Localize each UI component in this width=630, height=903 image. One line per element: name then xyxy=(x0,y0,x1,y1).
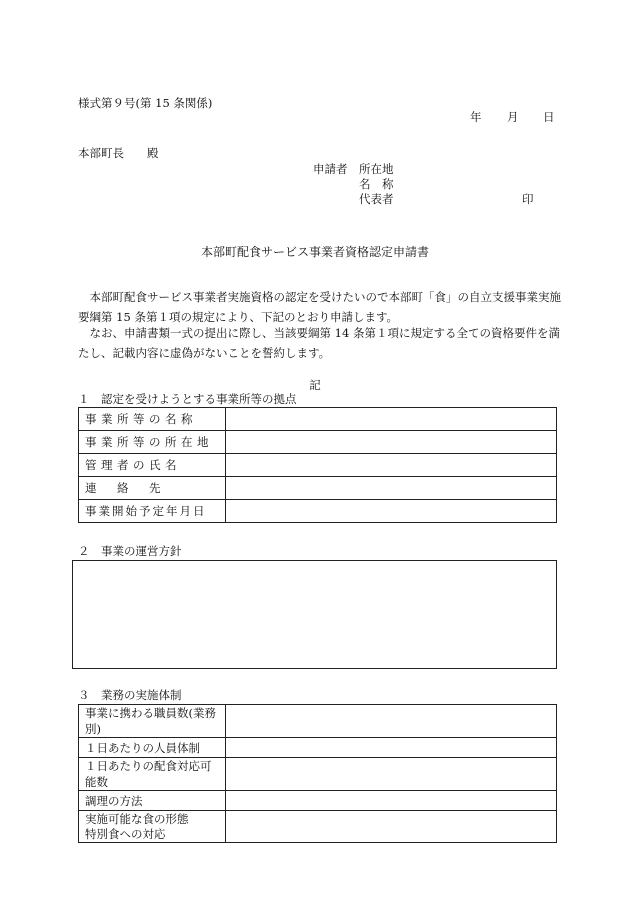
row-label-office-address: 事業所等の所在地 xyxy=(79,431,226,454)
table-row xyxy=(79,500,557,523)
table-row xyxy=(79,454,557,477)
row-label-cooking-method: 調理の方法 xyxy=(79,791,226,811)
staff-count-field[interactable] xyxy=(226,705,557,738)
section3-table xyxy=(78,704,557,843)
body-paragraph-2: なお、申請書類一式の提出に際し、当該要綱第 14 条第１項に規定する全ての資格要件を満たし、記載内容に虚偽がないことを誓約します。 xyxy=(78,326,560,360)
section1-table xyxy=(78,407,557,523)
applicant-address-label: 所在地 xyxy=(359,162,394,176)
applicant-label: 申請者 xyxy=(313,162,348,176)
date-year-label: 年 xyxy=(470,110,482,124)
table-row xyxy=(79,791,557,811)
addressee: 本部町長 殿 xyxy=(78,146,159,160)
cooking-method-field[interactable] xyxy=(226,791,557,811)
row-label-meal-forms xyxy=(79,811,226,843)
operating-policy-box[interactable] xyxy=(72,560,557,669)
ki-mark: 記 xyxy=(309,378,321,392)
table-row xyxy=(79,431,557,454)
row-label-contact: 連 絡 先 xyxy=(79,477,226,500)
start-date-field[interactable] xyxy=(226,500,557,523)
table-row xyxy=(79,705,557,738)
applicant-representative-label: 代表者 xyxy=(359,192,394,206)
meal-forms-field[interactable] xyxy=(226,811,557,843)
row-label-manager-name: 管理者の氏名 xyxy=(79,454,226,477)
seal-mark: 印 xyxy=(522,192,534,206)
date-day-label: 日 xyxy=(543,110,555,124)
meal-forms-label-line1: 実施可能な食の形態 xyxy=(85,811,189,826)
daily-capacity-field[interactable] xyxy=(226,758,557,791)
row-label-start-date: 事業開始予定年月日 xyxy=(79,500,226,523)
contact-field[interactable] xyxy=(226,477,557,500)
applicant-name-label: 名 称 xyxy=(359,177,394,191)
form-number: 様式第９号(第 15 条関係) xyxy=(78,96,213,110)
manager-name-field[interactable] xyxy=(226,454,557,477)
row-label-daily-staffing: １日あたりの人員体制 xyxy=(79,738,226,758)
office-name-field[interactable] xyxy=(226,408,557,431)
table-row xyxy=(79,758,557,791)
daily-staffing-field[interactable] xyxy=(226,738,557,758)
row-label-daily-capacity: １日あたりの配食対応可能数 xyxy=(79,758,226,791)
table-row xyxy=(79,738,557,758)
document-title: 本部町配食サービス事業者資格認定申請書 xyxy=(200,245,429,259)
meal-forms-label-line2: 特別食への対応 xyxy=(85,826,166,841)
body-paragraph-1: 本部町配食サービス事業者実施資格の認定を受けたいので本部町「食」の自立支援事業実施要綱第 15 条第１項の規定により、下記のとおり申請します。 xyxy=(78,290,561,324)
table-row xyxy=(79,811,557,843)
row-label-office-name: 事業所等の名称 xyxy=(79,408,226,431)
section1-heading: １ 認定を受けようとする事業所等の拠点 xyxy=(78,392,297,406)
date-month-label: 月 xyxy=(507,110,519,124)
section2-heading: ２ 事業の運営方針 xyxy=(78,544,182,558)
section3-heading: ３ 業務の実施体制 xyxy=(78,688,182,702)
row-label-staff-count: 事業に携わる職員数(業務別) xyxy=(79,705,226,738)
table-row xyxy=(79,477,557,500)
office-address-field[interactable] xyxy=(226,431,557,454)
table-row xyxy=(79,408,557,431)
